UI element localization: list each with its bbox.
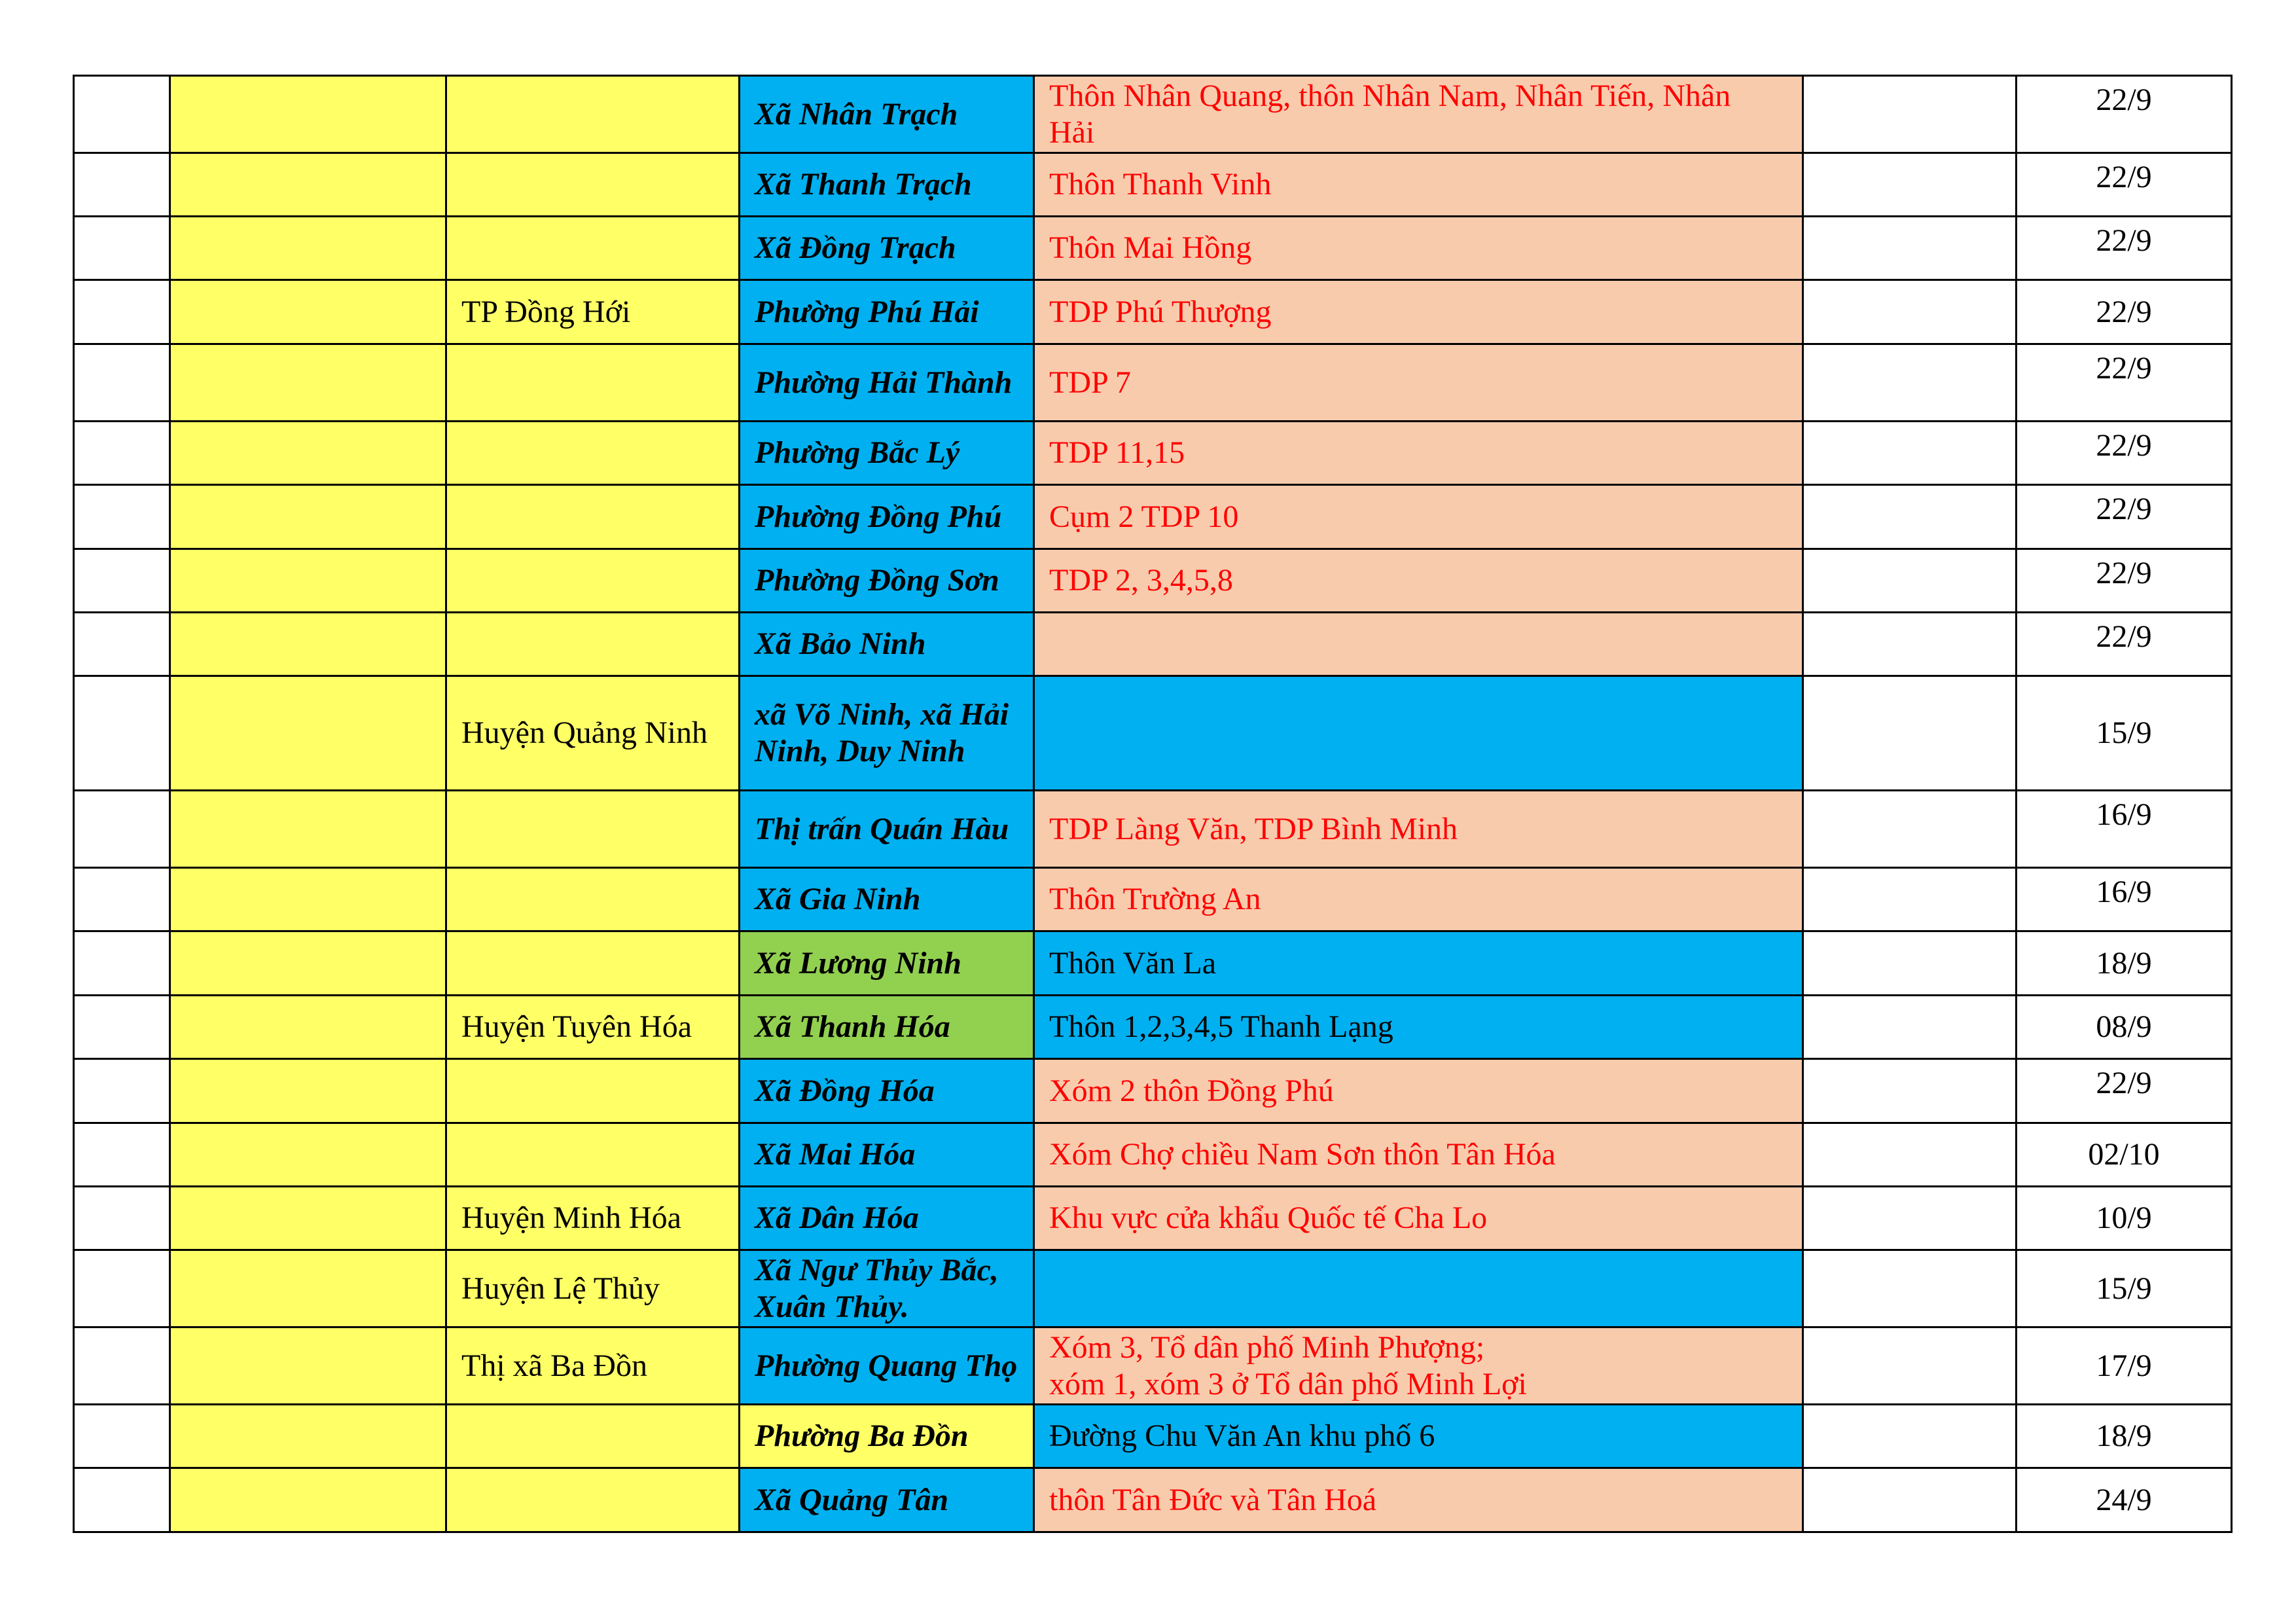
table-row <box>74 1250 2232 1327</box>
row-number-cell <box>74 613 170 676</box>
commune-cell: Xã Gia Ninh <box>740 868 1034 931</box>
date-cell: 16/9 <box>2017 868 2232 931</box>
commune-cell: Xã Ngư Thủy Bắc, Xuân Thủy. <box>740 1250 1034 1327</box>
date-cell: 02/10 <box>2017 1123 2232 1187</box>
note-cell <box>1803 485 2017 549</box>
district-cell <box>446 485 740 549</box>
commune-cell: Xã Lương Ninh <box>740 931 1034 996</box>
date-cell: 22/9 <box>2017 344 2232 422</box>
area-cell <box>1034 549 1803 613</box>
note-cell <box>1803 791 2017 868</box>
row-number-cell <box>74 1187 170 1250</box>
note-cell <box>1803 1405 2017 1468</box>
commune-cell: Phường Hải Thành <box>740 344 1034 422</box>
area-cell <box>1034 791 1803 868</box>
date-cell: 16/9 <box>2017 791 2232 868</box>
district-cell <box>446 217 740 280</box>
note-cell <box>1803 996 2017 1059</box>
area-text: Thôn Văn La <box>1049 945 1217 981</box>
province-cell <box>170 344 446 422</box>
province-cell <box>170 676 446 791</box>
table-body <box>74 76 2232 1532</box>
date-cell: 22/9 <box>2017 217 2232 280</box>
row-number-cell <box>74 344 170 422</box>
note-cell <box>1803 549 2017 613</box>
district-cell: TP Đồng Hới <box>446 280 740 344</box>
district-cell: Thị xã Ba Đồn <box>446 1327 740 1405</box>
area-text: Thôn Trường An <box>1049 882 1261 916</box>
row-number-cell <box>74 1123 170 1187</box>
table-row <box>74 996 2232 1059</box>
area-cell <box>1034 613 1803 676</box>
province-cell <box>170 422 446 485</box>
area-cell <box>1034 280 1803 344</box>
area-text: Thôn Thanh Vinh <box>1049 167 1272 202</box>
note-cell <box>1803 422 2017 485</box>
date-cell: 24/9 <box>2017 1468 2232 1532</box>
area-cell <box>1034 217 1803 280</box>
area-cell <box>1034 485 1803 549</box>
table-row <box>74 931 2232 996</box>
table-row <box>74 1327 2232 1405</box>
area-text: Thôn 1,2,3,4,5 Thanh Lạng <box>1049 1009 1393 1044</box>
district-cell <box>446 153 740 217</box>
area-cell <box>1034 1405 1803 1468</box>
area-cell <box>1034 931 1803 996</box>
date-cell: 18/9 <box>2017 1405 2232 1468</box>
table-row <box>74 1405 2232 1468</box>
table-row <box>74 1468 2232 1532</box>
date-cell: 22/9 <box>2017 76 2232 153</box>
note-cell <box>1803 280 2017 344</box>
commune-cell: Xã Bảo Ninh <box>740 613 1034 676</box>
district-cell <box>446 1468 740 1532</box>
note-cell <box>1803 1187 2017 1250</box>
area-cell <box>1034 153 1803 217</box>
date-cell: 10/9 <box>2017 1187 2232 1250</box>
commune-cell: Xã Mai Hóa <box>740 1123 1034 1187</box>
district-cell <box>446 549 740 613</box>
note-cell <box>1803 931 2017 996</box>
note-cell <box>1803 344 2017 422</box>
row-number-cell <box>74 549 170 613</box>
note-cell <box>1803 868 2017 931</box>
row-number-cell <box>74 280 170 344</box>
commune-cell: Phường Ba Đồn <box>740 1405 1034 1468</box>
row-number-cell <box>74 676 170 791</box>
table-row <box>74 676 2232 791</box>
area-text: Khu vực cửa khẩu Quốc tế Cha Lo <box>1049 1200 1488 1235</box>
row-number-cell <box>74 996 170 1059</box>
area-cell <box>1034 676 1803 791</box>
commune-cell: Xã Thanh Hóa <box>740 996 1034 1059</box>
district-cell <box>446 1405 740 1468</box>
area-text: Thôn Nhân Quang, thôn Nhân Nam, Nhân Tiến, Nhân Hải <box>1049 78 1731 150</box>
date-cell: 18/9 <box>2017 931 2232 996</box>
district-cell: Huyện Tuyên Hóa <box>446 996 740 1059</box>
date-cell: 22/9 <box>2017 153 2232 217</box>
area-text: Xóm 2 thôn Đồng Phú <box>1049 1073 1334 1108</box>
district-cell: Huyện Quảng Ninh <box>446 676 740 791</box>
district-cell <box>446 931 740 996</box>
area-cell <box>1034 1187 1803 1250</box>
area-text: Thôn Mai Hồng <box>1049 230 1252 265</box>
date-cell: 22/9 <box>2017 485 2232 549</box>
area-cell <box>1034 344 1803 422</box>
row-number-cell <box>74 1327 170 1405</box>
row-number-cell <box>74 76 170 153</box>
area-text: thôn Tân Đức và Tân Hoá <box>1049 1482 1377 1517</box>
district-cell <box>446 1123 740 1187</box>
province-cell <box>170 217 446 280</box>
province-cell <box>170 1405 446 1468</box>
table-row <box>74 1187 2232 1250</box>
district-cell: Huyện Lệ Thủy <box>446 1250 740 1327</box>
commune-cell: Phường Bắc Lý <box>740 422 1034 485</box>
note-cell <box>1803 1059 2017 1123</box>
area-text: TDP 11,15 <box>1049 435 1185 470</box>
province-cell <box>170 931 446 996</box>
commune-cell: Phường Đồng Phú <box>740 485 1034 549</box>
province-cell <box>170 1187 446 1250</box>
table-row <box>74 1123 2232 1187</box>
area-text: TDP Làng Văn, TDP Bình Minh <box>1049 811 1458 846</box>
district-cell <box>446 422 740 485</box>
area-text: Xóm Chợ chiều Nam Sơn thôn Tân Hóa <box>1049 1137 1556 1172</box>
province-cell <box>170 485 446 549</box>
district-cell: Huyện Minh Hóa <box>446 1187 740 1250</box>
table-row <box>74 1059 2232 1123</box>
commune-cell: Xã Đồng Hóa <box>740 1059 1034 1123</box>
commune-cell: Thị trấn Quán Hàu <box>740 791 1034 868</box>
area-cell <box>1034 1250 1803 1327</box>
commune-cell: Xã Thanh Trạch <box>740 153 1034 217</box>
row-number-cell <box>74 1059 170 1123</box>
note-cell <box>1803 217 2017 280</box>
province-cell <box>170 1123 446 1187</box>
note-cell <box>1803 1327 2017 1405</box>
data-table <box>73 75 2233 1533</box>
table-row <box>74 217 2232 280</box>
note-cell <box>1803 153 2017 217</box>
commune-cell: Phường Đồng Sơn <box>740 549 1034 613</box>
date-cell: 17/9 <box>2017 1327 2232 1405</box>
area-cell <box>1034 1468 1803 1532</box>
province-cell <box>170 1059 446 1123</box>
province-cell <box>170 996 446 1059</box>
commune-cell: Phường Phú Hải <box>740 280 1034 344</box>
row-number-cell <box>74 1405 170 1468</box>
commune-cell: Phường Quang Thọ <box>740 1327 1034 1405</box>
area-text: Xóm 3, Tổ dân phố Minh Phượng; <box>1049 1329 1485 1365</box>
district-cell <box>446 1059 740 1123</box>
area-text: xóm 1, xóm 3 ở Tổ dân phố Minh Lợi <box>1049 1366 1527 1401</box>
commune-cell: Xã Đồng Trạch <box>740 217 1034 280</box>
area-cell <box>1034 1123 1803 1187</box>
province-cell <box>170 613 446 676</box>
row-number-cell <box>74 931 170 996</box>
district-cell <box>446 868 740 931</box>
province-cell <box>170 868 446 931</box>
district-cell <box>446 344 740 422</box>
province-cell <box>170 1327 446 1405</box>
district-cell <box>446 791 740 868</box>
area-text: Đường Chu Văn An khu phố 6 <box>1049 1418 1435 1453</box>
date-cell: 22/9 <box>2017 549 2232 613</box>
row-number-cell <box>74 1250 170 1327</box>
date-cell: 22/9 <box>2017 280 2232 344</box>
area-text: Cụm 2 TDP 10 <box>1049 499 1239 534</box>
province-cell <box>170 76 446 153</box>
table-row <box>74 613 2232 676</box>
date-cell: 08/9 <box>2017 996 2232 1059</box>
table-row <box>74 868 2232 931</box>
province-cell <box>170 1468 446 1532</box>
table-row <box>74 153 2232 217</box>
table-row <box>74 76 2232 153</box>
note-cell <box>1803 1250 2017 1327</box>
area-text: TDP Phú Thượng <box>1049 294 1272 329</box>
table-row <box>74 280 2232 344</box>
area-cell <box>1034 868 1803 931</box>
date-cell: 22/9 <box>2017 422 2232 485</box>
area-cell <box>1034 996 1803 1059</box>
area-text: TDP 7 <box>1049 365 1131 400</box>
note-cell <box>1803 676 2017 791</box>
area-cell <box>1034 76 1803 153</box>
row-number-cell <box>74 791 170 868</box>
area-cell <box>1034 1327 1803 1405</box>
note-cell <box>1803 613 2017 676</box>
note-cell <box>1803 1468 2017 1532</box>
table-row <box>74 791 2232 868</box>
table-row <box>74 549 2232 613</box>
row-number-cell <box>74 868 170 931</box>
district-cell <box>446 76 740 153</box>
row-number-cell <box>74 485 170 549</box>
area-text: TDP 2, 3,4,5,8 <box>1049 563 1233 598</box>
date-cell: 22/9 <box>2017 1059 2232 1123</box>
table-row <box>74 422 2232 485</box>
district-cell <box>446 613 740 676</box>
area-cell <box>1034 1059 1803 1123</box>
row-number-cell <box>74 422 170 485</box>
date-cell: 22/9 <box>2017 613 2232 676</box>
table-row <box>74 485 2232 549</box>
date-cell: 15/9 <box>2017 676 2232 791</box>
province-cell <box>170 791 446 868</box>
note-cell <box>1803 1123 2017 1187</box>
province-cell <box>170 280 446 344</box>
table-row <box>74 344 2232 422</box>
commune-cell: Xã Quảng Tân <box>740 1468 1034 1532</box>
row-number-cell <box>74 153 170 217</box>
province-cell <box>170 1250 446 1327</box>
row-number-cell <box>74 1468 170 1532</box>
area-cell <box>1034 422 1803 485</box>
commune-cell: Xã Nhân Trạch <box>740 76 1034 153</box>
commune-cell: xã Võ Ninh, xã Hải Ninh, Duy Ninh <box>740 676 1034 791</box>
date-cell: 15/9 <box>2017 1250 2232 1327</box>
commune-cell: Xã Dân Hóa <box>740 1187 1034 1250</box>
province-cell <box>170 153 446 217</box>
province-cell <box>170 549 446 613</box>
row-number-cell <box>74 217 170 280</box>
note-cell <box>1803 76 2017 153</box>
